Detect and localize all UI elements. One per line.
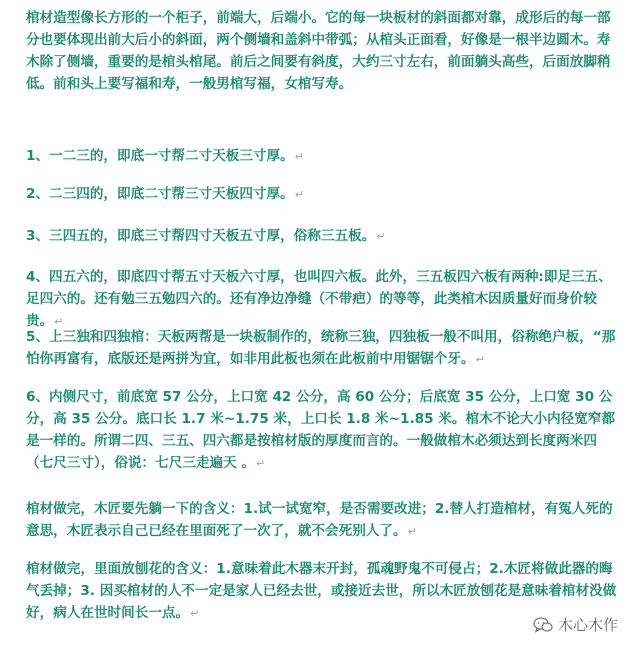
- watermark-text: 木心木作: [557, 616, 618, 634]
- return-mark-icon: ↵: [376, 230, 386, 243]
- return-mark-icon: ↵: [294, 188, 304, 201]
- return-mark-icon: ↵: [190, 607, 200, 620]
- paragraph-text: 棺材做完，木匠要先躺一下的含义：1.试一试宽窄，是否需要改进；2.替人打造棺材，有冤人死的意思，木匠表示自己已经在里面死了一次了，就不会死别人了。: [26, 501, 613, 539]
- watermark: [533, 614, 618, 635]
- wechat-bubble-icon: [533, 616, 553, 634]
- paragraph-item-2: [26, 183, 622, 206]
- return-mark-icon: ↵: [475, 353, 485, 366]
- paragraph-text: 1、一二三的，即底一寸帮二寸天板三寸厚。: [26, 148, 294, 164]
- paragraph-item-6: [26, 386, 622, 475]
- paragraph-text: 5、上三独和四独棺：天板两帮是一块板制作的，统称三独，四独板一般不叫用，俗称绝户板，“那怕你再富有，底版还是两拼为宜，如非用此板也须在此板前中用锯锯个牙。: [26, 329, 616, 367]
- paragraph-text: 3、三四五的，即底三寸帮四寸天板五寸厚，俗称三五板。: [26, 228, 376, 244]
- paragraph-text: 4、四五六的，即底四寸帮五寸天板六寸厚，也叫四六板。此外，三五板四六板有两种:即足三五、足四六的。还有勉三五勉四六的。还有净边净缝（不带疤）的等等，此类棺木因质量好而身价较贵。: [26, 269, 612, 329]
- paragraph-intro: [26, 7, 622, 95]
- return-mark-icon: ↵: [54, 315, 64, 328]
- paragraph-item-4: [26, 266, 622, 333]
- paragraph-text: 棺材做完，里面放刨花的含义：1.意味着此木器末开封，孤魂野鬼不可侵占；2.木匠将做此器的晦气丢掉；3. 因买棺材的人不一定是家人已经去世，或接近去世，所以木匠放刨花是意味着棺材没做好，病人在世时间长一点。: [26, 561, 617, 621]
- paragraph-item-5: [26, 326, 622, 371]
- paragraph-lie-down-meaning: [26, 498, 622, 543]
- paragraph-text: 2、二三四的，即底二寸帮三寸天板四寸厚。: [26, 186, 294, 202]
- paragraph-item-1: [26, 145, 622, 168]
- return-mark-icon: ↵: [407, 525, 417, 538]
- return-mark-icon: ↵: [256, 457, 266, 470]
- paragraph-item-3: [26, 225, 622, 248]
- paragraph-text: 6、内侧尺寸，前底宽 57 公分，上口宽 42 公分，高 60 公分；后底宽 35 公分，上口宽 30 公分，高 35 公分。底口长 1.7 米~1.75 米，上口长 1.8 米~1.85 米。棺木不论大小内径宽窄都是一样的。所谓二四、三五、四六都是按棺材版的厚度而言的。一般做棺木必须达到长度两米四（七尺三寸），俗说：七尺三走遍天 。: [26, 389, 616, 471]
- return-mark-icon: ↵: [294, 150, 304, 163]
- paragraph-text: 棺材造型像长方形的一个柜子，前端大，后端小。它的每一块板材的斜面都对靠，成形后的每一部分也要体现出前大后小的斜面，两个侧墙和盖斜中带弧；从棺头正面看，好像是一根半边圆木。寿木除了侧墙，重要的是棺头棺尾。前后之间要有斜度，大约三寸左右，前面躺头高些，后面放脚稍低。前和头上要写福和寿，一般男棺写福，女棺写寿。: [26, 10, 611, 92]
